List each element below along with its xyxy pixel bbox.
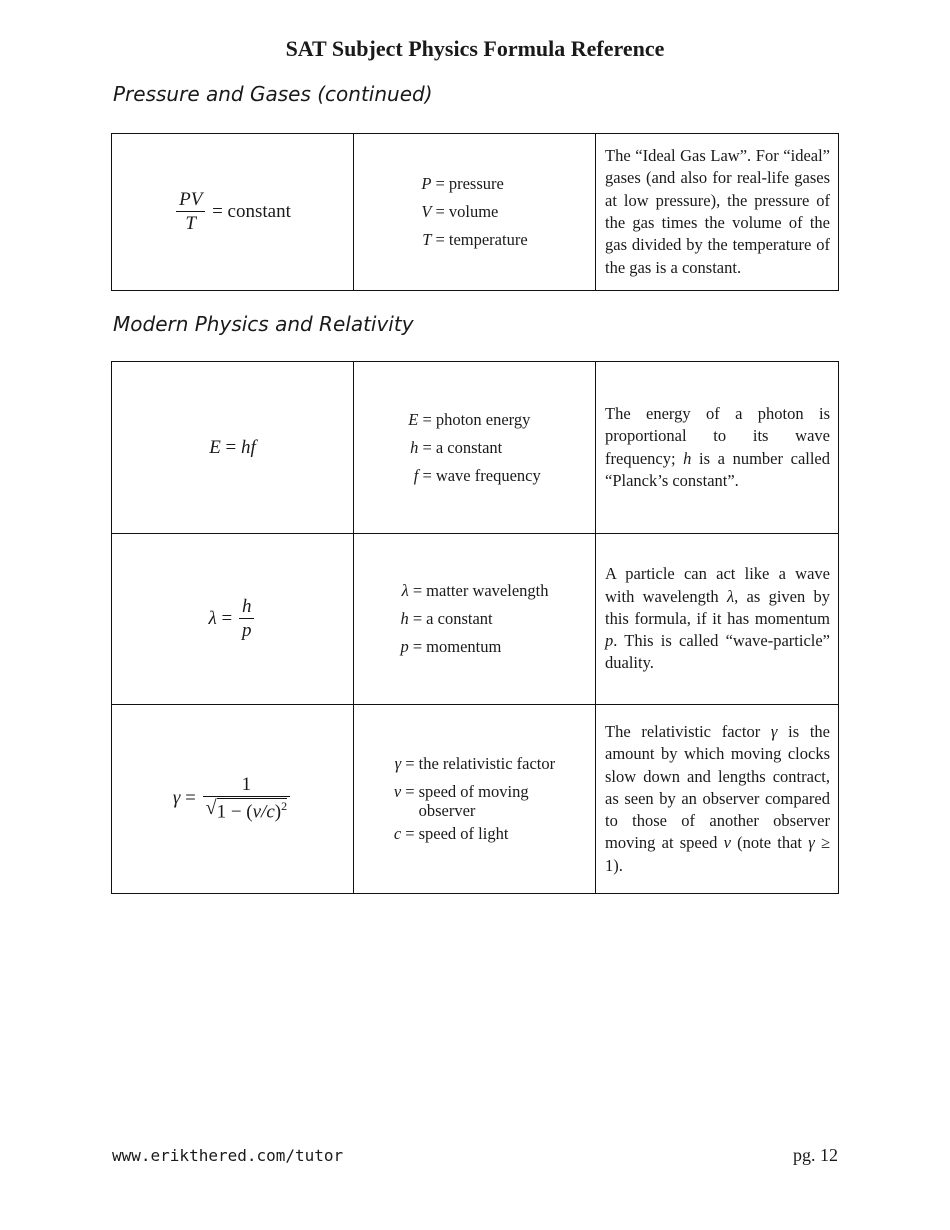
variables-cell — [354, 134, 596, 291]
ideal-gas-formula: $\frac{PV}{T}$ = constant — [112, 190, 353, 235]
formula-cell — [112, 705, 354, 894]
section-heading-pressure-gases: Pressure and Gases (continued) — [113, 82, 433, 106]
variable-definition: v = speed of moving observer — [393, 782, 529, 820]
description-cell — [596, 534, 839, 705]
variable-definition: T = temperature — [422, 230, 528, 249]
variable-definition: P = pressure — [421, 174, 504, 193]
table-row — [112, 134, 839, 291]
description-cell — [596, 134, 839, 291]
table-row — [112, 534, 839, 705]
relativistic-factor-description: The relativistic factor γ is the amount by which moving clocks slow down and lengths contract, as seen by an observer compared to those of another observer moving at speed v (note that γ ≥ 1). — [605, 721, 831, 875]
photon-energy-formula: E = hf — [209, 436, 256, 458]
table-row — [112, 362, 839, 534]
formula-cell — [112, 362, 354, 534]
relativistic-factor-formula: γ = 1 √ $1 - (v/c)^2$ — [112, 775, 353, 823]
formula-cell — [112, 534, 354, 705]
variable-definition: f = wave frequency — [413, 465, 541, 485]
variable-definition: γ = the relativistic factor — [394, 754, 556, 773]
formula-cell — [112, 134, 354, 291]
section-heading-modern-physics: Modern Physics and Relativity — [113, 312, 414, 336]
variables-cell — [354, 534, 596, 705]
table-row — [112, 705, 839, 894]
modern-physics-table — [111, 361, 839, 894]
variable-definition: V = volume — [421, 202, 499, 221]
description-cell — [596, 362, 839, 534]
pressure-gases-table — [111, 133, 839, 291]
page-number: pg. 12 — [793, 1145, 838, 1165]
matter-wavelength-description: A particle can act like a wave with wavelength λ, as given by this formula, if it has momentum p. This is called “wave-particle” duality. — [605, 564, 831, 673]
variable-definition: h = a constant — [410, 437, 503, 457]
photon-energy-description: The energy of a photon is proportional to its wave frequency; h is a number called “Planck’s constant”. — [605, 403, 831, 490]
variables-cell — [354, 705, 596, 894]
variable-definition: h = a constant — [400, 609, 493, 628]
variables-cell — [354, 362, 596, 534]
variable-definition: E = photon energy — [408, 409, 531, 429]
description-cell — [596, 705, 839, 894]
matter-wavelength-formula: λ = $\frac{h}{p}$ — [112, 597, 353, 642]
footer-url[interactable]: www.erikthered.com/tutor — [112, 1146, 344, 1165]
variable-definition: c = speed of light — [393, 824, 509, 843]
variable-definition: λ = matter wavelength — [401, 581, 549, 600]
ideal-gas-description: The “Ideal Gas Law”. For “ideal” gases (and also for real-life gases at low pressure), the pressure of the gas times the volume of the gas divided by the temperature of the gas is a constant. — [605, 146, 830, 277]
variable-definition: p = momentum — [400, 637, 502, 656]
page-title: SAT Subject Physics Formula Reference — [285, 36, 665, 61]
